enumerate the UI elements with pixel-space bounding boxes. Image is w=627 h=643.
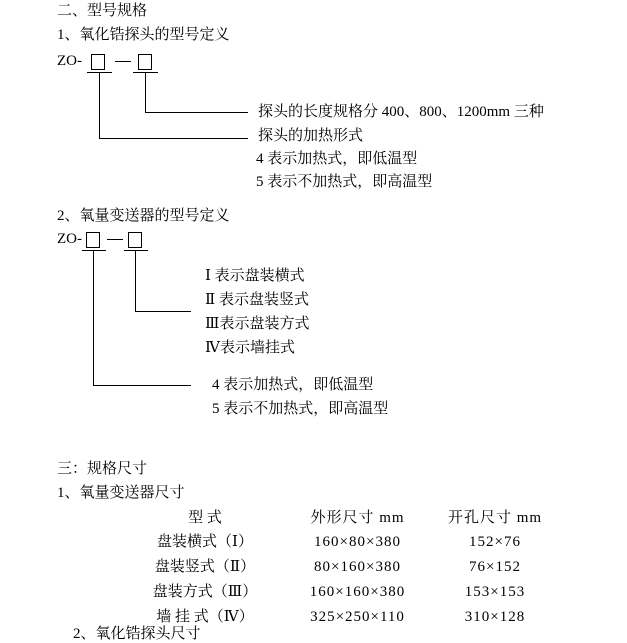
- mount-type-item-2: Ⅱ 表示盘装竖式: [205, 292, 309, 308]
- probe-callout-heated: 4 表示加热式，即低温型: [256, 151, 418, 167]
- probe-model-digit-box-2: [138, 54, 152, 70]
- transmitter-model-prefix: ZO-: [57, 231, 82, 247]
- section-heading-model-spec: 二、型号规格: [57, 3, 148, 19]
- transmitter-mount-connector-vertical: [135, 250, 136, 311]
- transmitter-model-digit-box-1: [86, 232, 100, 248]
- cell-cutout: 152×76: [469, 534, 521, 550]
- cell-type: 墙 挂 式（Ⅳ）: [156, 609, 254, 625]
- transmitter-subheading: 2、氧量变送器的型号定义: [57, 208, 230, 224]
- transmitter-mount-connector-horizontal: [135, 311, 191, 312]
- probe-heating-connector-horizontal: [99, 138, 248, 139]
- mount-type-item-4: Ⅳ表示墙挂式: [205, 340, 295, 356]
- probe-length-connector-horizontal: [145, 112, 248, 113]
- cell-type: 盘装横式（Ⅰ）: [157, 534, 253, 550]
- probe-subheading: 1、氧化锆探头的型号定义: [57, 27, 230, 43]
- probe-callout-heating: 探头的加热形式: [258, 128, 364, 144]
- mount-type-item-3: Ⅲ表示盘装方式: [205, 316, 310, 332]
- mount-type-item-1: Ⅰ 表示盘装横式: [205, 268, 305, 284]
- header-cell-outer-dims: 外形尺寸 mm: [310, 510, 405, 526]
- section-heading-dimensions: 三：规格尺寸: [57, 461, 148, 477]
- cell-type: 盘装方式（Ⅲ）: [152, 584, 258, 600]
- transmitter-box1-underline: [82, 250, 106, 251]
- probe-model-dash: [115, 61, 131, 62]
- cell-outer: 160×80×380: [314, 534, 401, 550]
- header-cell-type: 型 式: [188, 510, 222, 526]
- transmitter-callout-unheated: 5 表示不加热式，即高温型: [212, 401, 389, 417]
- transmitter-model-digit-box-2: [128, 232, 142, 248]
- cell-cutout: 310×128: [464, 609, 526, 625]
- cell-outer: 80×160×380: [314, 559, 401, 575]
- transmitter-heating-connector-horizontal: [93, 385, 191, 386]
- cell-cutout: 76×152: [469, 559, 521, 575]
- probe-model-digit-box-1: [91, 54, 105, 70]
- probe-callout-length: 探头的长度规格分 400、800、1200mm 三种: [258, 104, 544, 120]
- cell-cutout: 153×153: [464, 584, 526, 600]
- transmitter-model-dash: [107, 239, 123, 240]
- probe-heating-connector-vertical: [99, 72, 100, 138]
- probe-model-prefix: ZO-: [57, 53, 82, 69]
- cell-outer: 160×160×380: [309, 584, 406, 600]
- clipped-next-line: 2、氧化锆探头尺寸: [73, 626, 201, 642]
- dimensions-subheading: 1、氧量变送器尺寸: [57, 485, 185, 501]
- transmitter-heating-connector-vertical: [93, 250, 94, 385]
- header-cell-cutout-dims: 开孔尺寸 mm: [447, 510, 543, 526]
- transmitter-callout-heated: 4 表示加热式，即低温型: [212, 377, 374, 393]
- probe-callout-unheated: 5 表示不加热式，即高温型: [256, 174, 433, 190]
- probe-length-connector-vertical: [145, 72, 146, 112]
- transmitter-box2-underline: [124, 250, 148, 251]
- cell-type: 盘装竖式（Ⅱ）: [154, 559, 256, 575]
- cell-outer: 325×250×110: [310, 609, 405, 625]
